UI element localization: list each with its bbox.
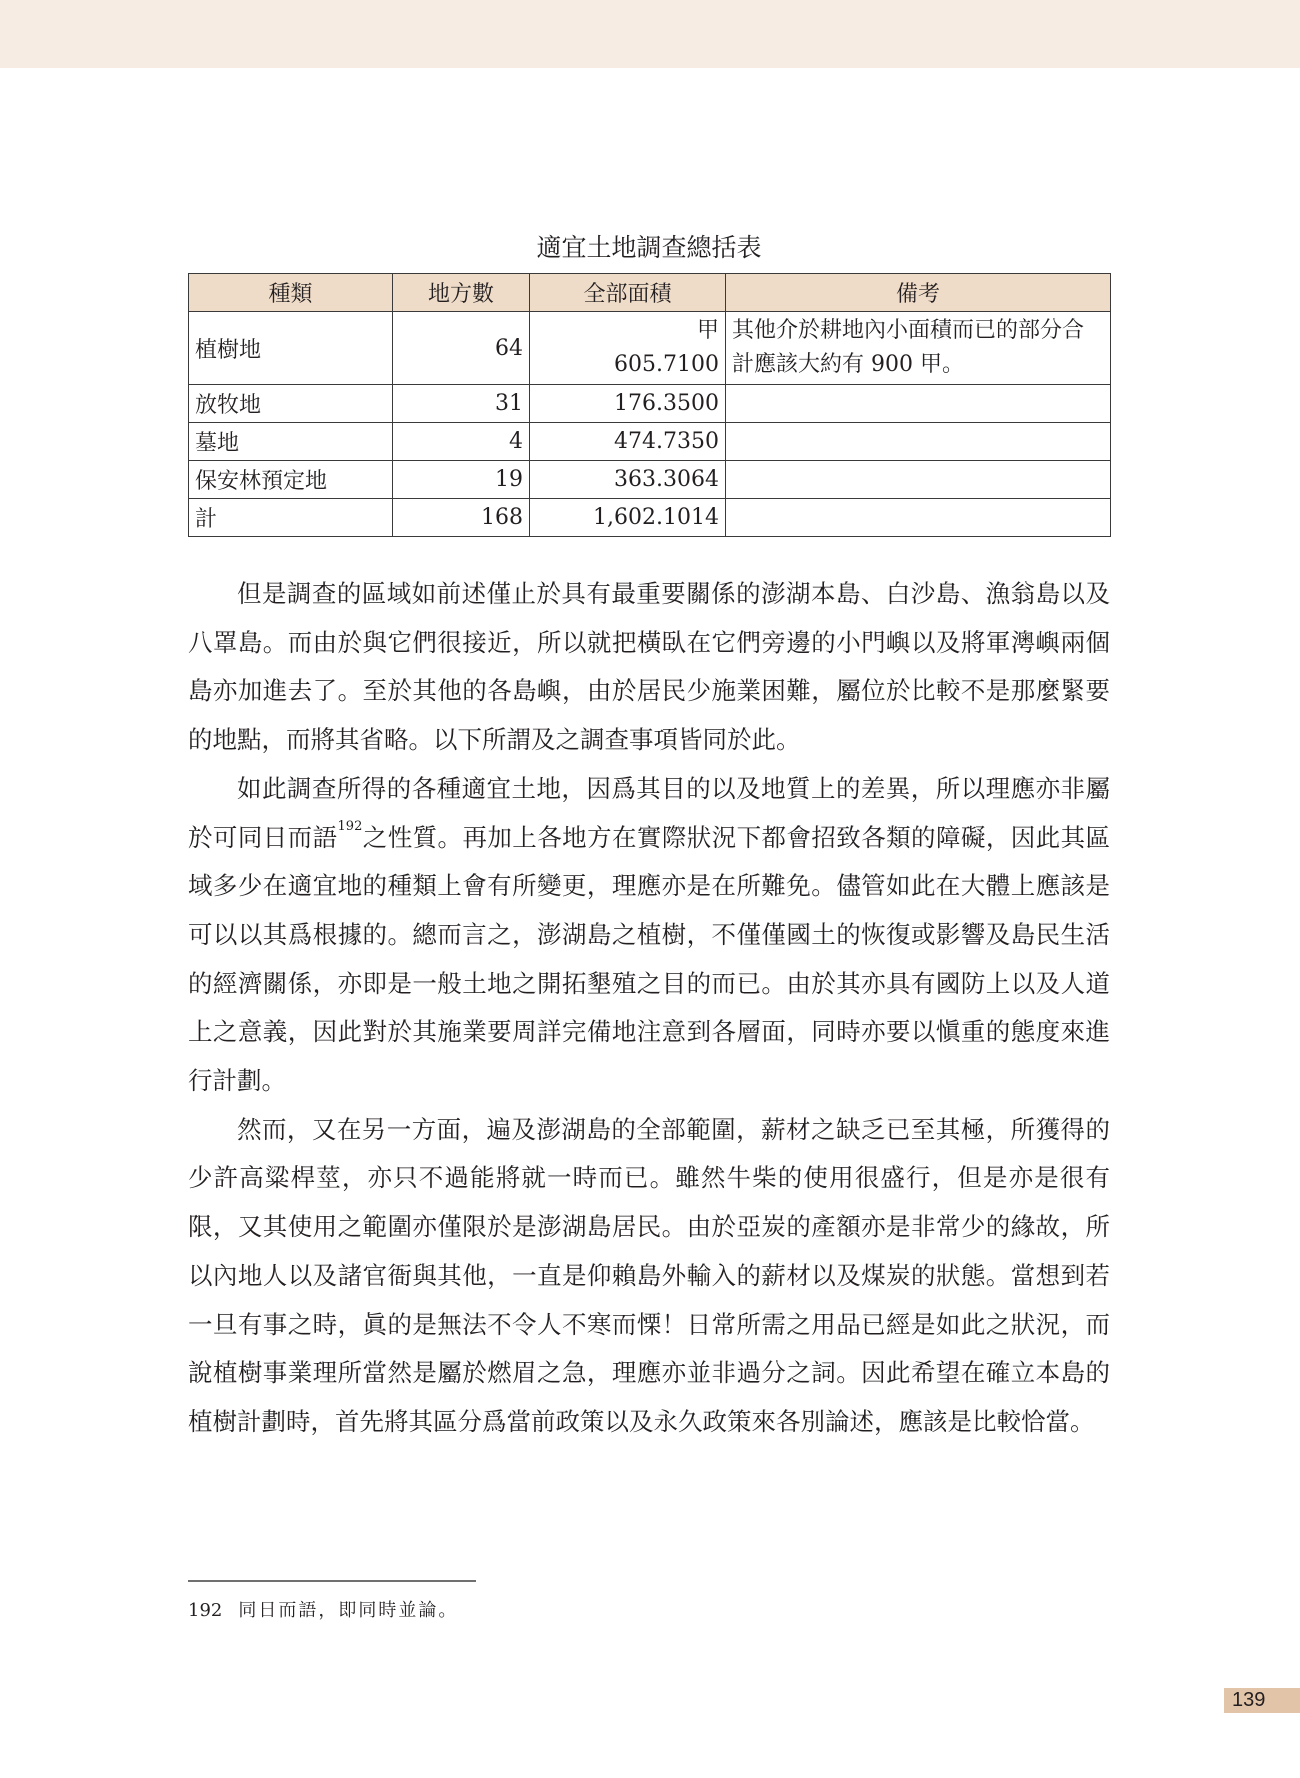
- paragraph: [188, 765, 1110, 1106]
- paragraph: 但是調查的區域如前述僅止於具有最重要關係的澎湖本島、白沙島、漁翁島以及八罩島。而由於與它們很接近，所以就把橫臥在它們旁邊的小門嶼以及將軍澚嶼兩個島亦加進去了。至於其他的各島嶼，由於居民少施業困難，屬位於比較不是那麼緊要的地點，而將其省略。以下所謂及之調查事項皆同於此。: [188, 579, 1110, 755]
- cell-area: 1,602.1014: [530, 499, 726, 537]
- paragraph-text: 如此調查所得的各種適宜土地，因爲其目的以及地質上的差異，所以理應亦非屬於可同日而語: [188, 773, 1110, 852]
- cell-remarks: [726, 499, 1111, 537]
- cell-area: [530, 312, 726, 385]
- cell-type: 植樹地: [189, 312, 393, 385]
- cell-count: 4: [393, 423, 530, 461]
- footnote-number: 192: [188, 1600, 223, 1621]
- table-header-row: [189, 274, 1111, 312]
- table-row: [189, 461, 1111, 499]
- cell-type: 墓地: [189, 423, 393, 461]
- footnote-text: 同日而語，即同時並論。: [238, 1600, 459, 1621]
- paragraph-text: 之性質。再加上各地方在實際狀況下都會招致各類的障礙，因此其區域多少在適宜地的種類上會有所變更，理應亦是在所難免。儘管如此在大體上應該是可以以其爲根據的。總而言之，澎湖島之植樹，不僅僅國土的恢復或影響及島民生活的經濟關係，亦即是一般土地之開拓墾殖之目的而已。由於其亦具有國防上以及人道上之意義，因此對於其施業要周詳完備地注意到各層面，同時亦要以愼重的態度來進行計劃。: [188, 822, 1110, 1096]
- survey-summary-table: [188, 273, 1111, 537]
- footnote-divider: [188, 1580, 476, 1582]
- table-title: 適宜土地調查總括表: [536, 233, 762, 262]
- column-header-area: 全部面積: [530, 274, 726, 312]
- body-text: [188, 570, 1110, 1447]
- table-row: [189, 312, 1111, 385]
- area-unit: 甲: [696, 318, 719, 343]
- column-header-type: 種類: [189, 274, 393, 312]
- footnote: [188, 1596, 458, 1622]
- cell-count: 168: [393, 499, 530, 537]
- cell-count: 19: [393, 461, 530, 499]
- cell-count: 31: [393, 385, 530, 423]
- column-header-remarks: 備考: [726, 274, 1111, 312]
- column-header-count: 地方數: [393, 274, 530, 312]
- page-number: 139: [1224, 1688, 1300, 1713]
- table-row: [189, 423, 1111, 461]
- table-row: [189, 385, 1111, 423]
- header-band: [0, 0, 1300, 68]
- cell-remarks: [726, 385, 1111, 423]
- cell-type: 保安林預定地: [189, 461, 393, 499]
- area-value: 605.7100: [614, 352, 719, 377]
- cell-area: 363.3064: [530, 461, 726, 499]
- cell-remarks: [726, 461, 1111, 499]
- cell-remarks: [726, 423, 1111, 461]
- table-total-row: [189, 499, 1111, 537]
- paragraph: 然而，又在另一方面，遍及澎湖島的全部範圍，薪材之缺乏已至其極，所獲得的少許高粱桿莖，亦只不過能將就一時而已。雖然牛柴的使用很盛行，但是亦是很有限，又其使用之範圍亦僅限於是澎湖島居民。由於亞炭的產額亦是非常少的緣故，所以內地人以及諸官衙與其他，一直是仰賴島外輸入的薪材以及煤炭的狀態。當想到若一旦有事之時，眞的是無法不令人不寒而慄！日常所需之用品已經是如此之狀況，而說植樹事業理所當然是屬於燃眉之急，理應亦並非過分之詞。因此希望在確立本島的植樹計劃時，首先將其區分爲當前政策以及永久政策來各別論述，應該是比較恰當。: [188, 1114, 1110, 1436]
- cell-remarks: 其他介於耕地內小面積而已的部分合計應該大約有 900 甲。: [726, 312, 1111, 385]
- cell-type: 計: [189, 499, 393, 537]
- cell-count: 64: [393, 312, 530, 385]
- footnote-reference[interactable]: 192: [337, 818, 363, 834]
- cell-area: 176.3500: [530, 385, 726, 423]
- cell-area: 474.7350: [530, 423, 726, 461]
- cell-type: 放牧地: [189, 385, 393, 423]
